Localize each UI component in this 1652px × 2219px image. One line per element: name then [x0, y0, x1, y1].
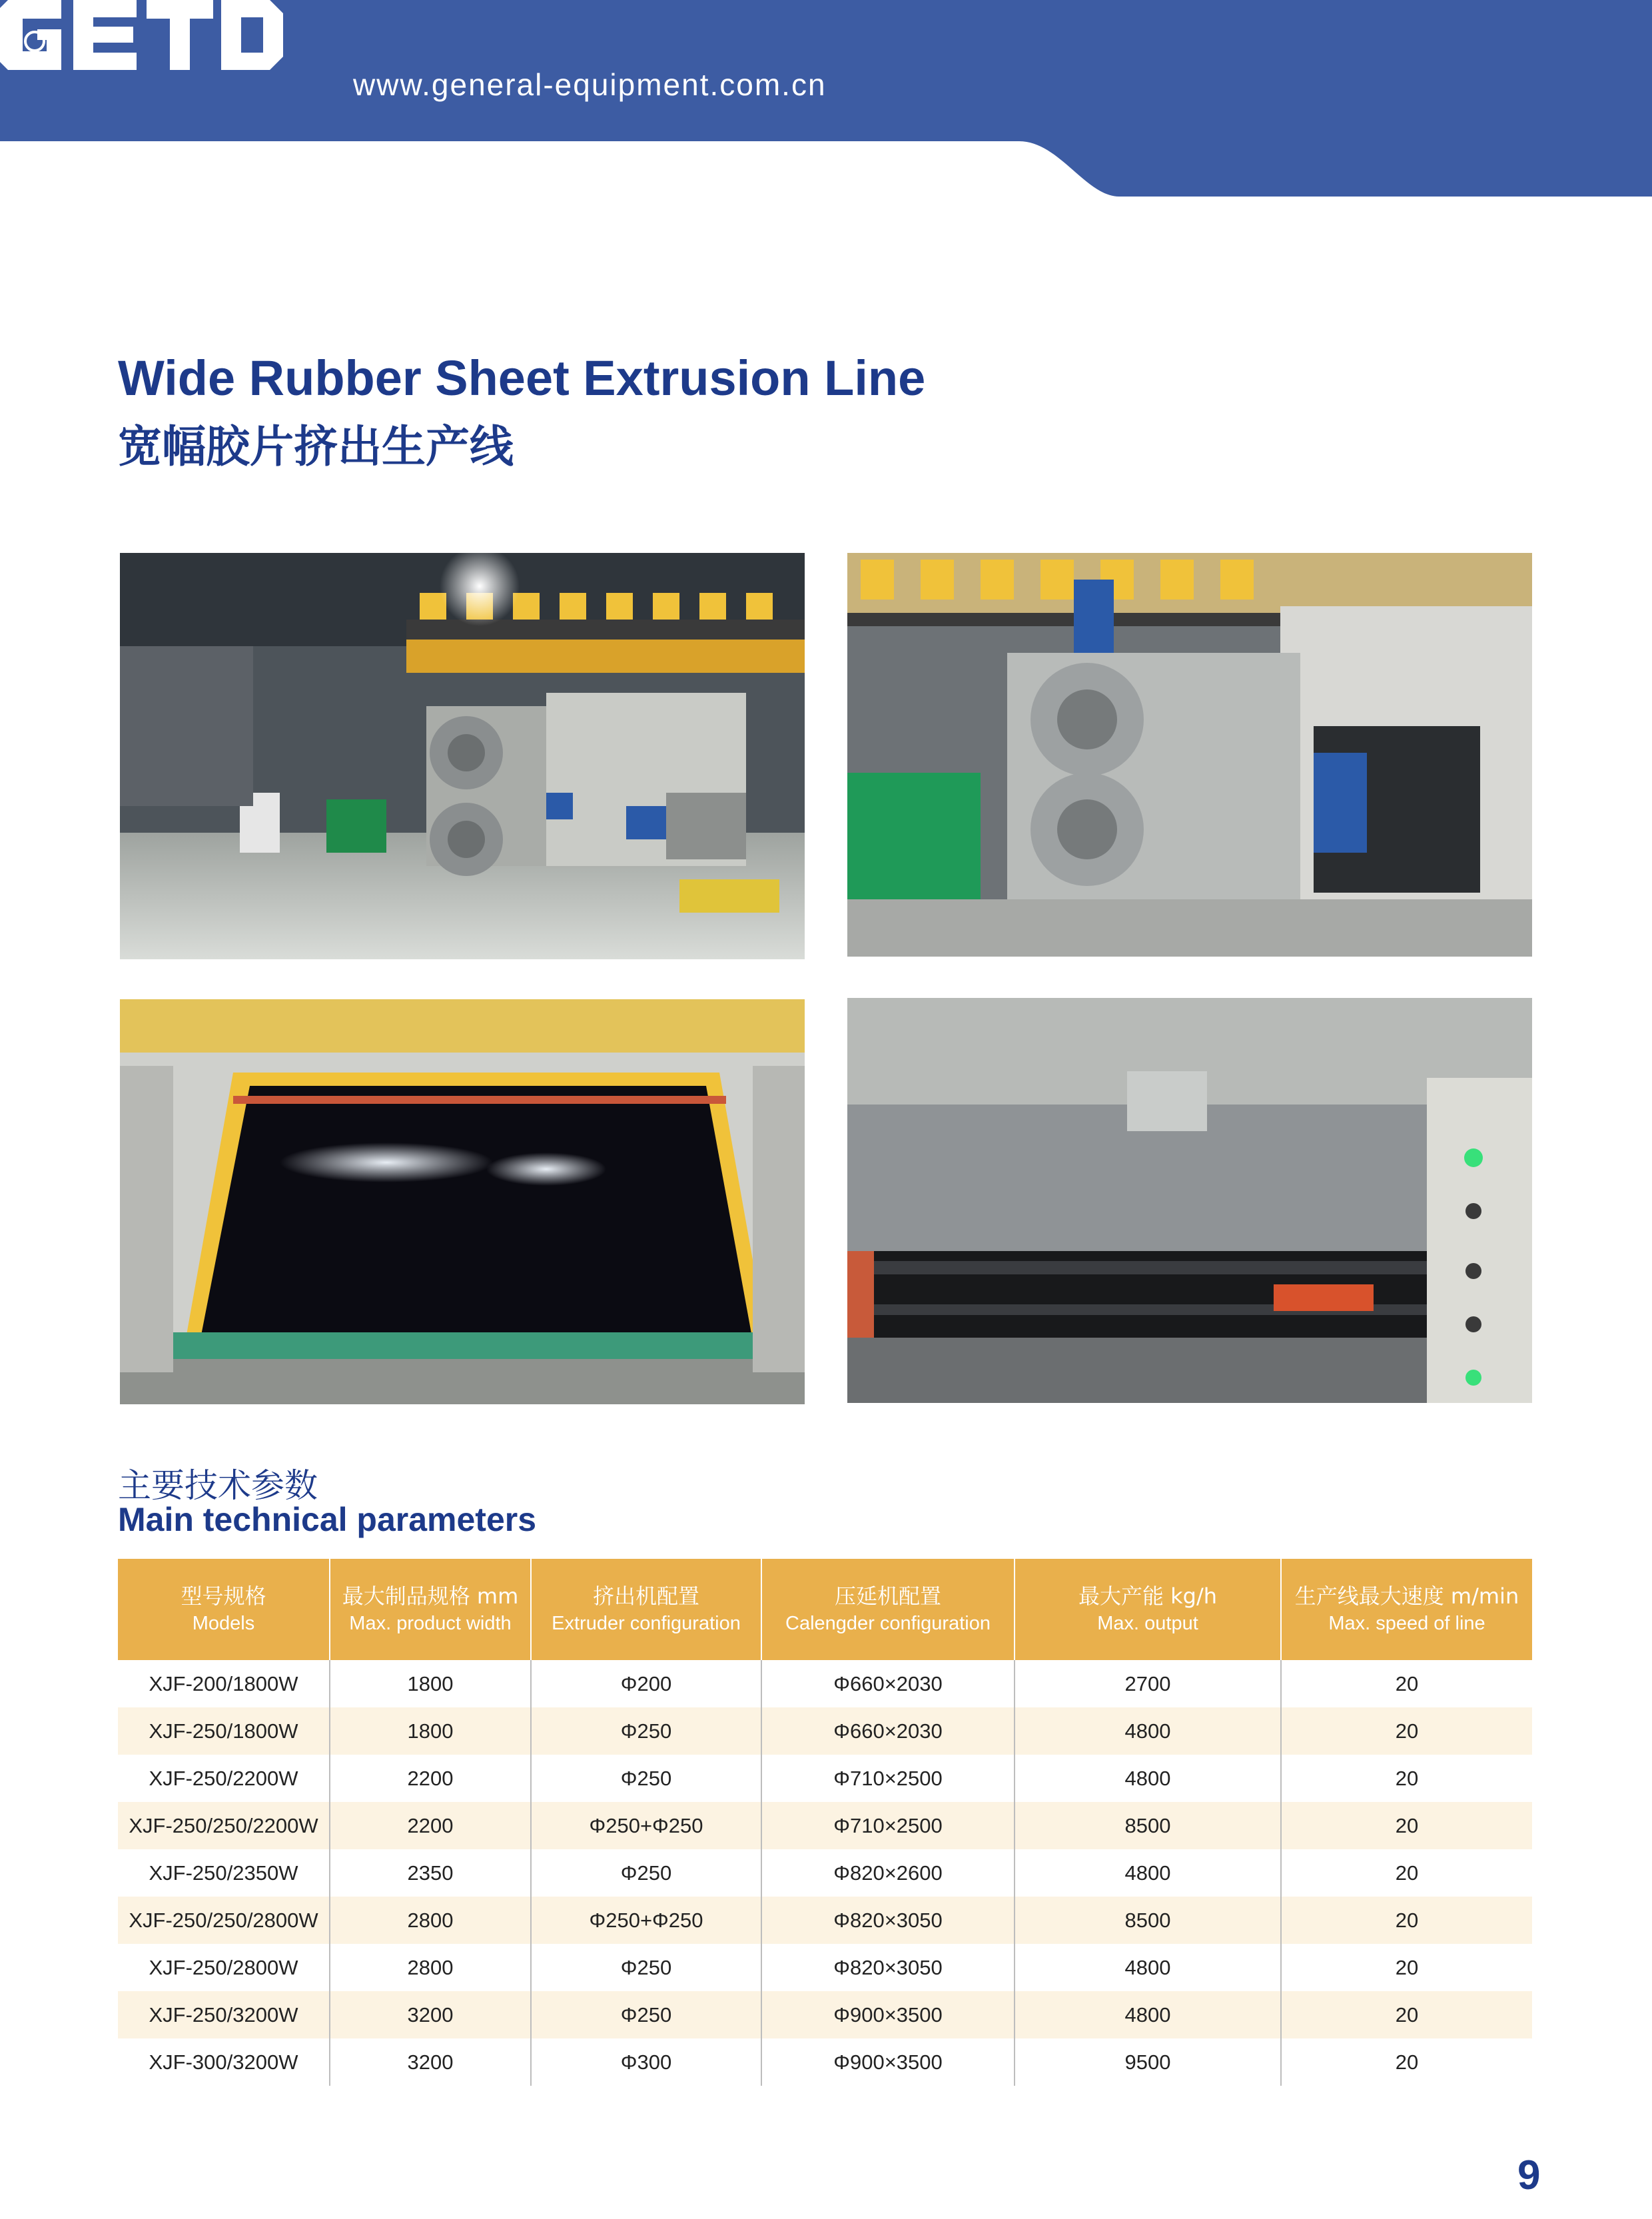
column-header — [531, 1559, 761, 1660]
table-cell: 4800 — [1015, 1849, 1281, 1897]
page-title-en: Wide Rubber Sheet Extrusion Line — [118, 350, 926, 406]
table-cell: 20 — [1395, 1671, 1419, 1695]
table-row — [118, 1897, 1532, 1944]
table-cell: Φ820×3050 — [761, 1944, 1015, 1991]
column-header — [1281, 1559, 1532, 1660]
column-header — [118, 1559, 330, 1660]
table-cell: Φ250+Φ250 — [531, 1802, 761, 1849]
photo-extruder-heads — [847, 553, 1532, 957]
table-cell: Φ250 — [531, 1944, 761, 1991]
table-cell: Φ820×3050 — [761, 1897, 1015, 1944]
column-header — [1015, 1559, 1281, 1660]
table-cell: XJF-250/2200W — [118, 1755, 330, 1802]
column-header-zh: 最大产能 kg/h — [1078, 1583, 1218, 1609]
column-header-zh: 型号规格 — [181, 1583, 266, 1609]
table-row — [118, 1802, 1532, 1849]
parameters-table — [118, 1559, 1532, 2086]
table-cell: 20 — [1395, 1861, 1419, 1885]
table-cell: Φ300 — [531, 2038, 761, 2086]
section-title-en: Main technical parameters — [118, 1501, 537, 1538]
table-cell: Φ710×2500 — [761, 1755, 1015, 1802]
table-cell: Φ250 — [531, 1707, 761, 1755]
table-row — [118, 1660, 1532, 1707]
table-cell: 1800 — [330, 1707, 531, 1755]
table-row — [118, 2038, 1532, 2086]
table-cell: Φ900×3500 — [761, 2038, 1015, 2086]
page-title-zh: 宽幅胶片挤出生产线 — [118, 421, 514, 472]
table-cell: Φ660×2030 — [761, 1660, 1015, 1707]
table-cell: 4800 — [1015, 1991, 1281, 2038]
column-header-en: Max. product width — [349, 1613, 512, 1634]
table-cell: 2200 — [330, 1802, 531, 1849]
table-cell: 3200 — [330, 2038, 531, 2086]
table-row — [118, 1944, 1532, 1991]
table-cell: Φ710×2500 — [761, 1802, 1015, 1849]
table-cell: 2350 — [330, 1849, 531, 1897]
page-header — [0, 0, 1652, 200]
column-header — [761, 1559, 1015, 1660]
table-row — [118, 1755, 1532, 1802]
table-cell: 2800 — [330, 1897, 531, 1944]
table-cell: 9500 — [1015, 2038, 1281, 2086]
table-cell: 3200 — [330, 1991, 531, 2038]
table-cell: 20 — [1281, 1897, 1532, 1944]
table-cell: Φ660×2030 — [761, 1707, 1015, 1755]
table-cell: Φ900×3500 — [761, 1991, 1015, 2038]
table-cell: XJF-250/1800W — [118, 1707, 330, 1755]
table-row — [118, 1991, 1532, 2038]
column-header-en: Models — [192, 1613, 255, 1634]
table-cell: Φ250+Φ250 — [531, 1897, 761, 1944]
table-cell: 20 — [1395, 2050, 1419, 2074]
table-cell: XJF-250/3200W — [118, 1991, 330, 2038]
table-row — [118, 1707, 1532, 1755]
table-cell: XJF-250/2350W — [118, 1849, 330, 1897]
table-cell: 8500 — [1015, 1897, 1281, 1944]
table-cell: 20 — [1281, 1991, 1532, 2038]
column-header-en: Max. speed of line — [1328, 1613, 1485, 1634]
table-header-row — [118, 1559, 1532, 1660]
section-title-zh: 主要技术参数 — [118, 1466, 318, 1505]
table-cell: 4800 — [1015, 1944, 1281, 1991]
photo-factory-overview — [120, 553, 805, 959]
photo-rubber-sheet-conveyor — [120, 999, 805, 1404]
table-cell: XJF-250/250/2200W — [118, 1802, 330, 1849]
table-cell: 20 — [1395, 1766, 1419, 1790]
column-header-en: Calengder configuration — [785, 1613, 991, 1634]
column-header-zh: 生产线最大速度 m/min — [1294, 1583, 1519, 1609]
table-cell: Φ250 — [531, 1849, 761, 1897]
table-cell: XJF-250/250/2800W — [118, 1897, 330, 1944]
table-cell: 4800 — [1015, 1707, 1281, 1755]
column-header-zh: 最大制品规格 mm — [342, 1583, 519, 1609]
table-cell: 8500 — [1015, 1802, 1281, 1849]
table-row — [118, 1849, 1532, 1897]
page-number: 9 — [1517, 2152, 1541, 2198]
table-cell: 20 — [1281, 1802, 1532, 1849]
table-cell: 4800 — [1015, 1755, 1281, 1802]
photo-calender-rolls — [847, 998, 1532, 1403]
table-cell: XJF-300/3200W — [118, 2038, 330, 2086]
column-header-zh: 压延机配置 — [834, 1583, 941, 1609]
table-cell: 2200 — [330, 1755, 531, 1802]
table-cell: Φ250 — [531, 1755, 761, 1802]
table-cell: 1800 — [330, 1660, 531, 1707]
getd-logo — [0, 0, 283, 70]
table-cell: Φ820×2600 — [761, 1849, 1015, 1897]
table-cell: 2800 — [330, 1944, 531, 1991]
table-cell: 20 — [1395, 1955, 1419, 1979]
column-header-en: Max. output — [1097, 1613, 1198, 1634]
table-cell: 20 — [1281, 1707, 1532, 1755]
website-url[interactable]: www.general-equipment.com.cn — [353, 67, 827, 102]
table-cell: Φ200 — [531, 1660, 761, 1707]
table-cell: XJF-250/2800W — [118, 1944, 330, 1991]
table-cell: XJF-200/1800W — [118, 1660, 330, 1707]
column-header-zh: 挤出机配置 — [592, 1583, 699, 1609]
column-header-en: Extruder configuration — [552, 1613, 741, 1634]
table-cell: Φ250 — [531, 1991, 761, 2038]
table-cell: 2700 — [1015, 1660, 1281, 1707]
column-header — [330, 1559, 531, 1660]
